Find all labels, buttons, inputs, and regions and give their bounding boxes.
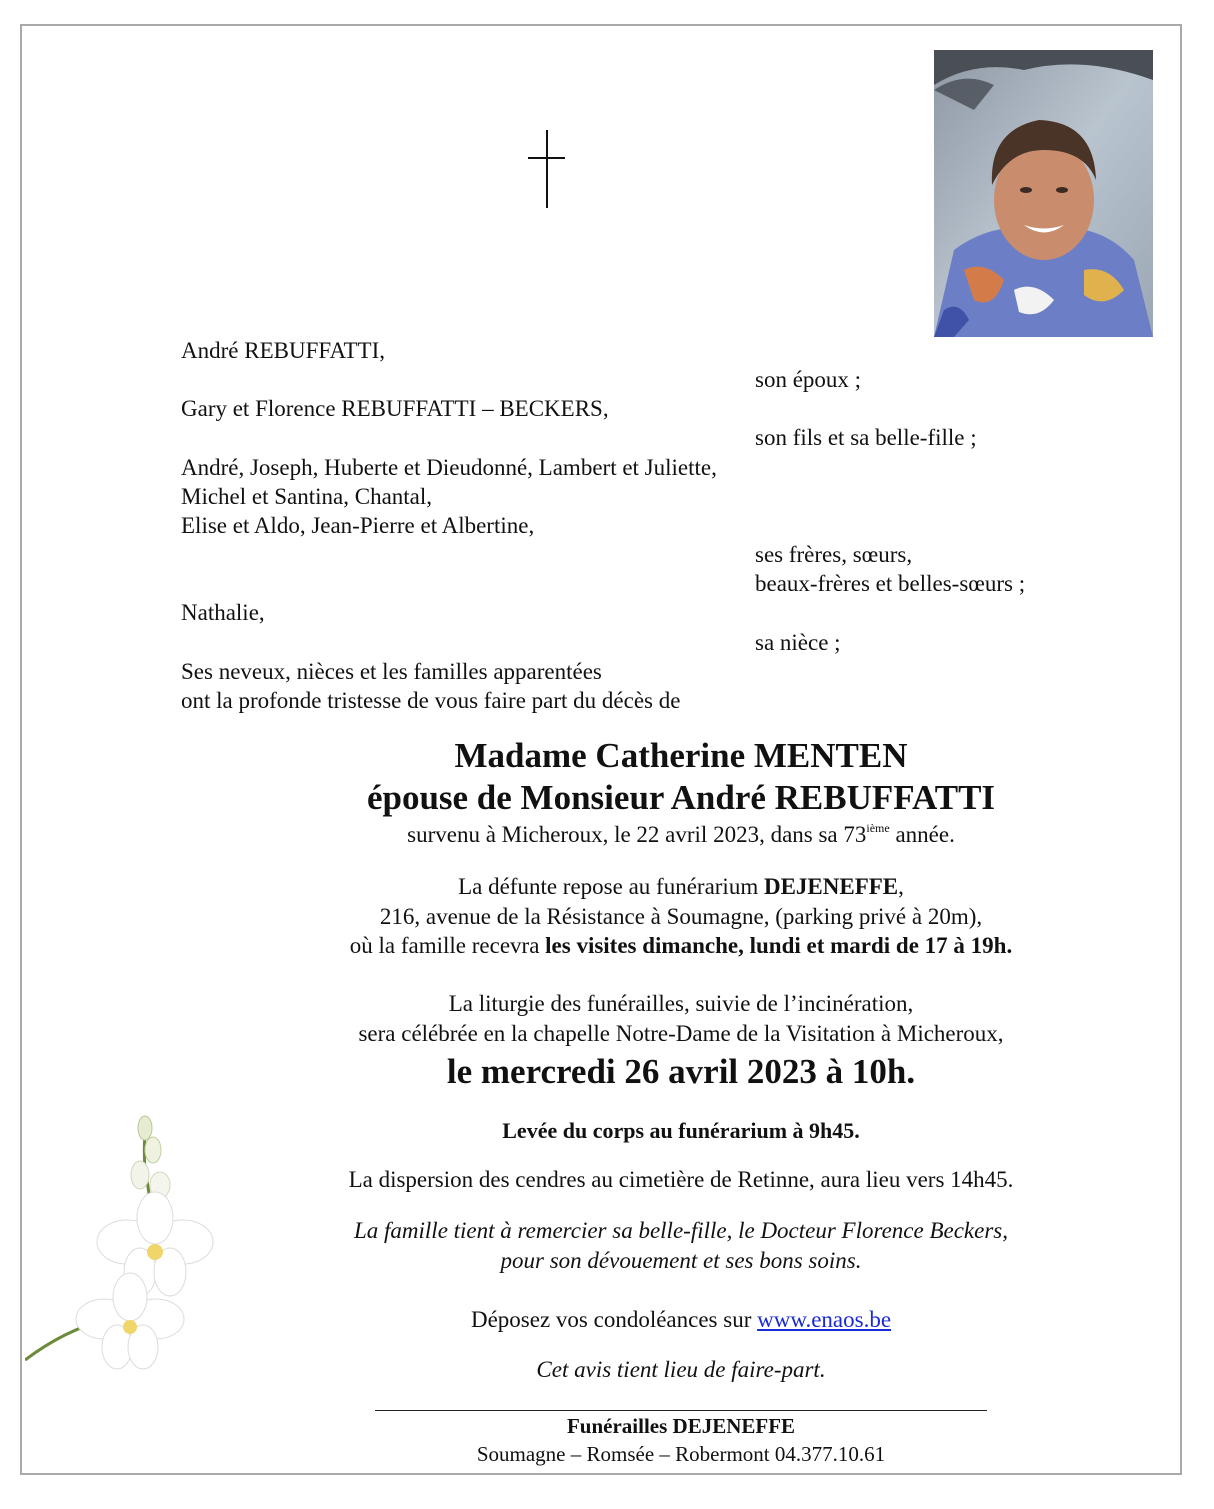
thanks-line: pour son dévouement et ses bons soins. xyxy=(500,1248,862,1273)
ceremony-date: le mercredi 26 avril 2023 à 10h. xyxy=(446,1052,916,1091)
thanks-line: La famille tient à remercier sa belle-fille, le Docteur Florence Beckers, xyxy=(353,1218,1009,1243)
levee-line: Levée du corps au funérarium à 9h45. xyxy=(502,1118,860,1143)
funeral-locations: Soumagne – Romsée – Robermont 04.377.10.61 xyxy=(476,1442,886,1466)
family-relation: son fils et sa belle-fille ; xyxy=(755,425,977,450)
visits-hours: où la famille recevra les visites dimanche, lundi et mardi de 17 à 19h. xyxy=(349,933,1013,958)
cross-icon xyxy=(528,130,566,210)
announcement-line: Ses neveux, nièces et les familles apparentées xyxy=(181,659,602,684)
liturgy-line: La liturgie des funérailles, suivie de l’incinération, xyxy=(448,991,914,1016)
funeral-company: Funérailles DEJENEFFE xyxy=(566,1414,796,1438)
family-line: André, Joseph, Huberte et Dieudonné, Lambert et Juliette, xyxy=(181,455,717,480)
condolences-link[interactable]: www.enaos.be xyxy=(757,1307,892,1332)
liturgy-place: sera célébrée en la chapelle Notre-Dame de la Visitation à Micheroux, xyxy=(358,1021,1004,1046)
portrait-photo xyxy=(934,50,1153,337)
visits-line: La défunte repose au funérarium DEJENEFFE, xyxy=(458,874,904,899)
death-details: survenu à Micheroux, le 22 avril 2023, dans sa 73ième année. xyxy=(407,821,955,847)
deceased-spouse: épouse de Monsieur André REBUFFATTI xyxy=(366,778,996,817)
announcement-line: ont la profonde tristesse de vous faire part du décès de xyxy=(181,688,681,713)
footer-divider xyxy=(375,1410,987,1411)
family-line: André REBUFFATTI, xyxy=(181,338,386,363)
notice-line: Cet avis tient lieu de faire-part. xyxy=(536,1357,826,1382)
deceased-name: Madame Catherine MENTEN xyxy=(454,736,908,775)
family-relation: son époux ; xyxy=(755,367,862,392)
family-relation: sa nièce ; xyxy=(755,630,841,655)
family-line: Michel et Santina, Chantal, xyxy=(181,484,433,509)
family-line: Elise et Aldo, Jean-Pierre et Albertine, xyxy=(181,513,535,538)
family-relation: beaux-frères et belles-sœurs ; xyxy=(755,571,1026,596)
condolences-line: Déposez vos condoléances sur www.enaos.be xyxy=(470,1307,892,1332)
family-relation: ses frères, sœurs, xyxy=(755,542,913,567)
orchid-decoration xyxy=(25,1110,255,1400)
visits-address: 216, avenue de la Résistance à Soumagne, (parking privé à 20m), xyxy=(379,904,983,929)
dispersion-line: La dispersion des cendres au cimetière de Retinne, aura lieu vers 14h45. xyxy=(348,1167,1014,1192)
family-line: Gary et Florence REBUFFATTI – BECKERS, xyxy=(181,396,609,421)
family-line: Nathalie, xyxy=(181,600,265,625)
